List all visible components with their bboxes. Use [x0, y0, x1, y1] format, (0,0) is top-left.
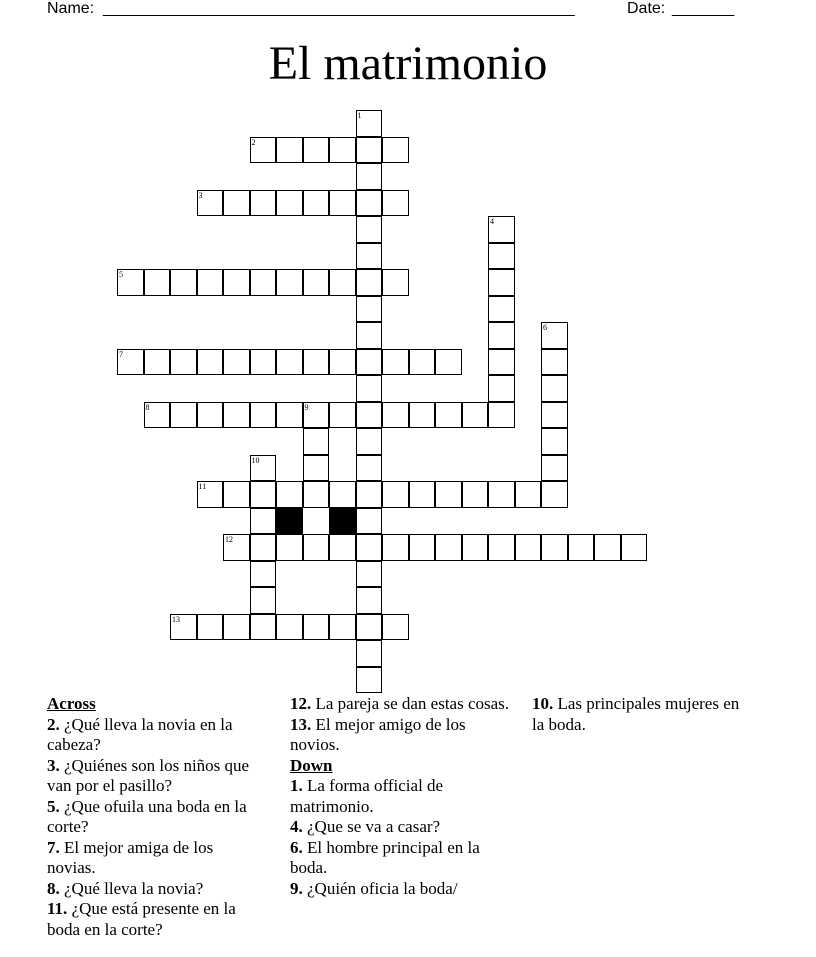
grid-cell[interactable]	[276, 137, 303, 164]
grid-cell[interactable]	[250, 190, 277, 217]
clue-across-8: 8. ¿Qué lleva la novia?	[47, 878, 204, 898]
clue-down-6: 6. El hombre principal en la boda.	[290, 837, 480, 877]
grid-cell[interactable]	[250, 402, 277, 429]
grid-cell[interactable]	[541, 534, 568, 561]
grid-cell[interactable]	[356, 534, 383, 561]
grid-cell[interactable]	[250, 508, 277, 535]
grid-cell[interactable]	[488, 216, 515, 243]
clues-column-1	[47, 694, 262, 940]
grid-cell[interactable]	[276, 534, 303, 561]
grid-cell[interactable]	[117, 269, 144, 296]
grid-cell[interactable]	[276, 402, 303, 429]
grid-cell[interactable]	[382, 614, 409, 641]
across-heading: Across	[47, 694, 96, 713]
grid-cell[interactable]	[382, 137, 409, 164]
grid-cell[interactable]	[382, 402, 409, 429]
grid-cell[interactable]	[303, 269, 330, 296]
clue-number: 5	[119, 270, 123, 279]
clue-down-1: 1. La forma official de matrimonio.	[290, 776, 444, 816]
grid-cell[interactable]	[276, 481, 303, 508]
grid-cell[interactable]	[223, 349, 250, 376]
grid-cell[interactable]	[250, 455, 277, 482]
grid-cell[interactable]	[541, 375, 568, 402]
grid-cell[interactable]	[409, 534, 436, 561]
grid-cell[interactable]	[356, 243, 383, 270]
clue-across-13: 13. El mejor amigo de los novios.	[290, 714, 466, 754]
clue-across-3: 3. ¿Quiénes son los niños que van por el pasillo?	[47, 755, 250, 795]
clues-column-2	[290, 694, 512, 899]
grid-cell[interactable]	[621, 534, 648, 561]
grid-cell[interactable]	[462, 481, 489, 508]
grid-cell[interactable]	[356, 216, 383, 243]
grid-cell[interactable]	[303, 534, 330, 561]
grid-cell[interactable]	[382, 190, 409, 217]
grid-cell[interactable]	[329, 137, 356, 164]
clue-number: 11	[198, 482, 207, 491]
grid-cell[interactable]	[488, 402, 515, 429]
grid-cell[interactable]	[250, 534, 277, 561]
grid-cell[interactable]	[488, 349, 515, 376]
clue-number: 10	[251, 455, 260, 465]
clue-across-7: 7. El mejor amiga de los novias.	[47, 837, 214, 877]
grid-cell[interactable]	[409, 349, 436, 376]
grid-cell[interactable]	[356, 296, 383, 323]
grid-cell[interactable]	[170, 269, 197, 296]
clue-across-12: 12. La pareja se dan estas cosas.	[290, 694, 510, 713]
grid-cell[interactable]	[303, 481, 330, 508]
grid-cell[interactable]	[329, 349, 356, 376]
grid-cell[interactable]	[303, 349, 330, 376]
black-cell	[276, 508, 303, 535]
grid-cell[interactable]	[197, 481, 224, 508]
clues-section	[0, 694, 816, 957]
grid-cell[interactable]	[170, 614, 197, 641]
grid-cell[interactable]	[488, 534, 515, 561]
grid-cell[interactable]	[356, 587, 383, 614]
clue-number: 8	[145, 402, 150, 412]
grid-cell[interactable]	[382, 481, 409, 508]
page-title: El matrimonio	[268, 37, 548, 90]
clue-number: 7	[119, 349, 123, 359]
grid-cell[interactable]	[356, 667, 383, 694]
grid-cell[interactable]	[223, 534, 250, 561]
grid-cell[interactable]	[250, 561, 277, 588]
grid-cell[interactable]	[329, 534, 356, 561]
grid-cell[interactable]	[276, 190, 303, 217]
grid-cell[interactable]	[356, 640, 383, 667]
grid-cell[interactable]	[303, 455, 330, 482]
clue-across-2: 2. ¿Qué lleva la novia en la cabeza?	[47, 714, 233, 754]
grid-cell[interactable]	[170, 349, 197, 376]
grid-cell[interactable]	[356, 428, 383, 455]
clue-number: 6	[543, 323, 547, 332]
clue-down-10: 10. Las principales mujeres en la boda.	[532, 694, 740, 734]
grid-cell[interactable]	[594, 534, 621, 561]
grid-cell[interactable]	[276, 349, 303, 376]
grid-cell[interactable]	[541, 349, 568, 376]
grid-cell[interactable]	[488, 322, 515, 349]
grid-cell[interactable]	[356, 137, 383, 164]
grid-cell[interactable]	[435, 402, 462, 429]
grid-cell[interactable]	[356, 190, 383, 217]
grid-cell[interactable]	[250, 587, 277, 614]
grid-cell[interactable]	[223, 614, 250, 641]
clue-number: 13	[172, 614, 180, 624]
name-field-line: _____________________________________________________	[103, 0, 575, 17]
grid-cell[interactable]	[541, 402, 568, 429]
clue-number: 12	[225, 535, 233, 544]
grid-cell[interactable]	[303, 614, 330, 641]
grid-cell[interactable]	[382, 534, 409, 561]
grid-cell[interactable]	[329, 614, 356, 641]
grid-cell[interactable]	[144, 269, 171, 296]
grid-cell[interactable]	[356, 322, 383, 349]
grid-cell[interactable]	[197, 349, 224, 376]
grid-cell[interactable]	[329, 190, 356, 217]
grid-cell[interactable]	[197, 614, 224, 641]
grid-cell[interactable]	[541, 322, 568, 349]
grid-cell[interactable]	[356, 508, 383, 535]
clue-number: 4	[490, 217, 494, 226]
grid-cell[interactable]	[488, 269, 515, 296]
clue-number: 2	[251, 137, 256, 147]
clue-across-11: 11. ¿Que está presente en la boda en la corte?	[47, 899, 236, 939]
grid-cell[interactable]	[356, 481, 383, 508]
down-heading: Down	[290, 755, 333, 775]
grid-cell[interactable]	[435, 349, 462, 376]
grid-cell[interactable]	[144, 349, 171, 376]
grid-cell[interactable]	[276, 614, 303, 641]
grid-cell[interactable]	[197, 269, 224, 296]
grid-cell[interactable]	[488, 296, 515, 323]
grid-cell[interactable]	[462, 534, 489, 561]
grid-cell[interactable]	[435, 481, 462, 508]
grid-cell[interactable]	[117, 349, 144, 376]
grid-cell[interactable]	[541, 428, 568, 455]
date-label: Date:	[627, 0, 666, 17]
grid-cell[interactable]	[515, 481, 542, 508]
grid-cell[interactable]	[356, 402, 383, 429]
grid-cell[interactable]	[356, 455, 383, 482]
grid-cell[interactable]	[170, 402, 197, 429]
grid-cell[interactable]	[462, 402, 489, 429]
grid-cell[interactable]	[223, 402, 250, 429]
grid-cell[interactable]	[488, 243, 515, 270]
grid-cell[interactable]	[356, 375, 383, 402]
grid-cell[interactable]	[329, 402, 356, 429]
crossword-grid	[117, 110, 649, 696]
grid-cell[interactable]	[250, 349, 277, 376]
grid-cell[interactable]	[382, 349, 409, 376]
grid-cell[interactable]	[356, 614, 383, 641]
clue-down-4: 4. ¿Que se va a casar?	[290, 817, 441, 836]
grid-cell[interactable]	[144, 402, 171, 429]
grid-cell[interactable]	[303, 190, 330, 217]
grid-cell[interactable]	[329, 269, 356, 296]
clue-across-5: 5. ¿Que ofuila una boda en la corte?	[47, 796, 247, 836]
grid-cell[interactable]	[223, 481, 250, 508]
grid-cell[interactable]	[356, 349, 383, 376]
grid-cell[interactable]	[303, 428, 330, 455]
grid-cell[interactable]	[435, 534, 462, 561]
clues-column-3	[532, 694, 742, 735]
grid-cell[interactable]	[488, 481, 515, 508]
grid-cell[interactable]	[541, 455, 568, 482]
grid-cell[interactable]	[568, 534, 595, 561]
name-label: Name:	[47, 0, 95, 17]
grid-cell[interactable]	[223, 190, 250, 217]
grid-cell[interactable]	[409, 481, 436, 508]
grid-cell[interactable]	[250, 614, 277, 641]
grid-cell[interactable]	[250, 269, 277, 296]
grid-cell[interactable]	[409, 402, 436, 429]
grid-cell[interactable]	[250, 481, 277, 508]
grid-cell[interactable]	[276, 269, 303, 296]
grid-cell[interactable]	[515, 534, 542, 561]
clue-down-9: 9. ¿Quién oficia la boda/	[290, 878, 458, 898]
grid-cell[interactable]	[197, 190, 224, 217]
grid-cell[interactable]	[356, 110, 383, 137]
clue-number: 1	[357, 111, 362, 120]
grid-cell[interactable]	[488, 375, 515, 402]
grid-cell[interactable]	[541, 481, 568, 508]
black-cell	[329, 508, 356, 535]
clue-number: 9	[304, 402, 309, 412]
date-field-line: _______	[672, 0, 735, 17]
grid-cell[interactable]	[356, 269, 383, 296]
clue-number: 3	[198, 190, 203, 200]
grid-cell[interactable]	[356, 561, 383, 588]
worksheet-header	[0, 0, 816, 24]
grid-cell[interactable]	[303, 137, 330, 164]
grid-cell[interactable]	[356, 163, 383, 190]
grid-cell[interactable]	[329, 481, 356, 508]
grid-cell[interactable]	[250, 137, 277, 164]
grid-cell[interactable]	[303, 402, 330, 429]
grid-cell[interactable]	[223, 269, 250, 296]
grid-cell[interactable]	[382, 269, 409, 296]
grid-cell[interactable]	[197, 402, 224, 429]
